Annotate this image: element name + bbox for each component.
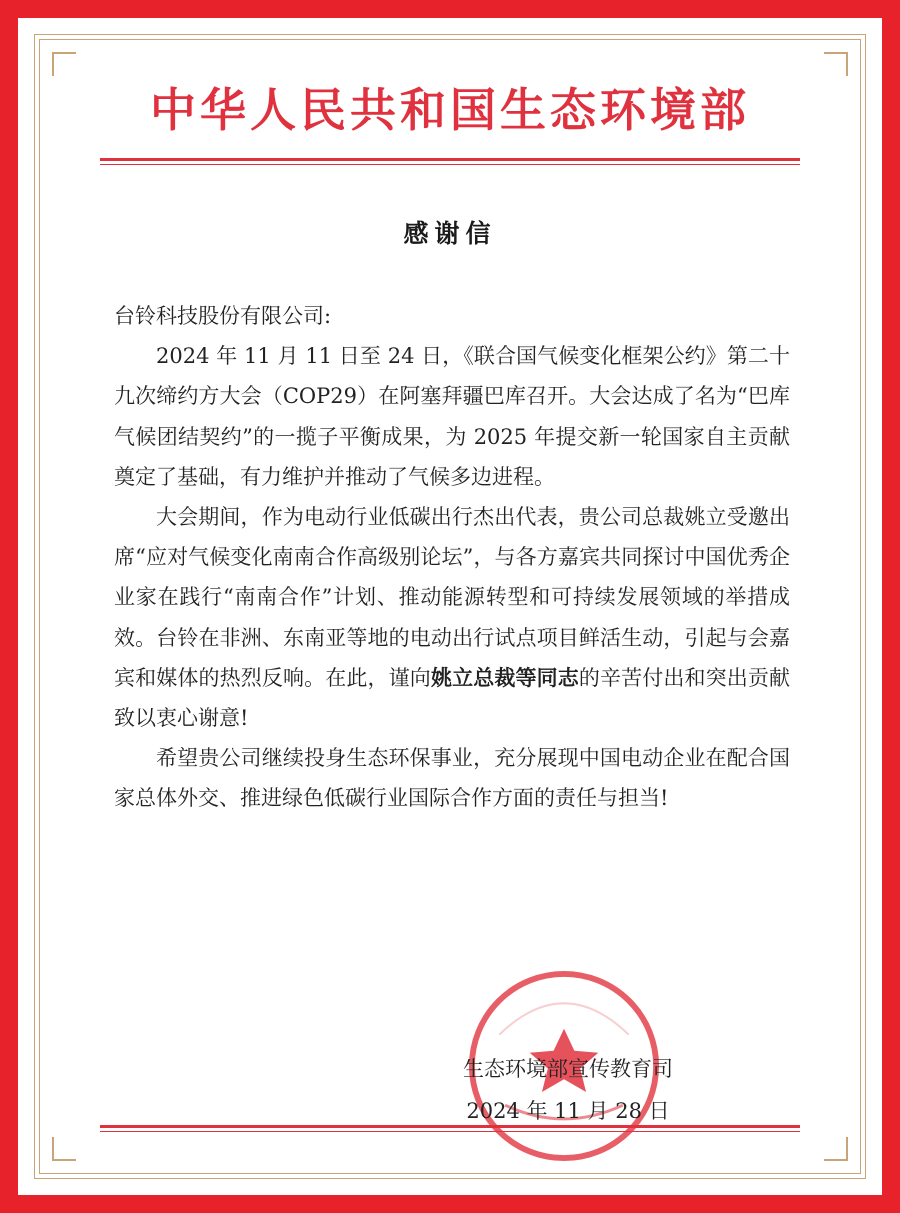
- salutation: 台铃科技股份有限公司:: [114, 304, 332, 328]
- footer-divider: [100, 1125, 800, 1132]
- corner-ornament-bottom-left: [52, 1137, 76, 1161]
- paragraph-1: 2024 年 11 月 11 日至 24 日，《联合国气候变化框架公约》第二十九次缔约方大会（COP29）在阿塞拜疆巴库召开。大会达成了名为“巴库气候团结契约”的一揽子平衡成果，为 2025 年提交新一轮国家自主贡献奠定了基础，有力维护并推动了气候多边进程。: [114, 344, 790, 489]
- letterhead-title: 中华人民共和国生态环境部: [150, 83, 750, 137]
- signatory-organization: 生态环境部宣传教育司: [463, 1057, 673, 1081]
- paragraph-3: 希望贵公司继续投身生态环保事业，充分展现中国电动企业在配合国家总体外交、推进绿色低碳行业国际合作方面的责任与担当!: [114, 746, 790, 811]
- corner-ornament-top-right: [824, 52, 848, 76]
- corner-ornament-top-left: [52, 52, 76, 76]
- paragraph-2: [114, 497, 790, 738]
- paragraph-2-emphasis: 姚立总裁等同志: [430, 664, 579, 690]
- letterhead-divider: [100, 158, 800, 165]
- signature-date: 2024 年 11 月 28 日: [466, 1099, 670, 1123]
- paragraph-2-text: 大会期间，作为电动行业低碳出行杰出代表，贵公司总裁姚立受邀出席“应对气候变化南南合作高级别论坛”，与各方嘉宾共同探讨中国优秀企业家在践行“南南合作”计划、推动能源转型和可持续发展领域的举措成效。台铃在非洲、东南亚等地的电动出行试点项目鲜活生动，引起与会嘉宾和媒体的热烈反响。在此，谨向: [114, 505, 790, 690]
- letter-title: 感谢信: [403, 219, 497, 248]
- paragraph-2-closing: 的辛苦付出和突出贡献致以衷心谢意!: [114, 665, 791, 731]
- corner-ornament-bottom-right: [824, 1137, 848, 1161]
- letter-body: [114, 296, 790, 819]
